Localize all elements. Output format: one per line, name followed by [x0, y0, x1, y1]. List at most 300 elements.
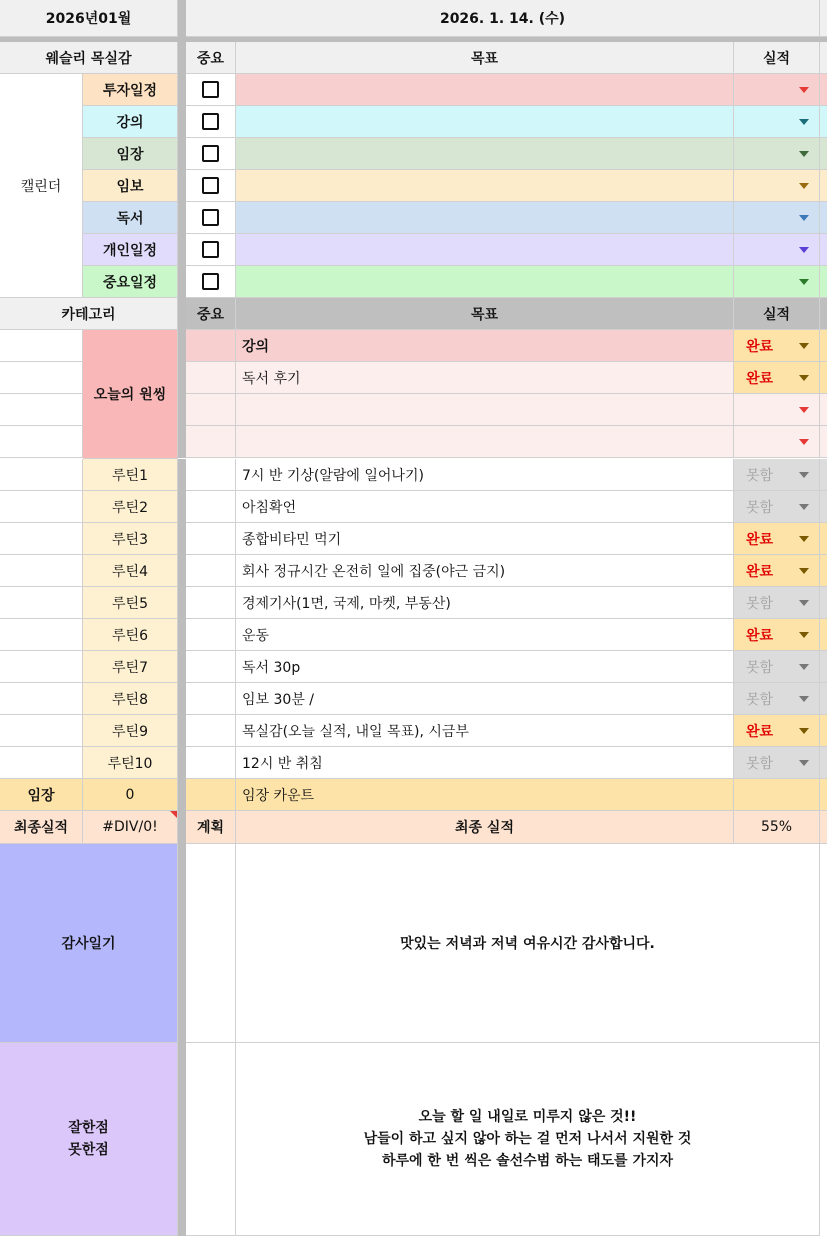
result-value: 못함 — [746, 755, 774, 772]
result-dropdown[interactable] — [734, 747, 820, 779]
dropdown-content — [734, 426, 819, 457]
routine-spacer — [0, 587, 83, 619]
goal-cell[interactable] — [236, 330, 734, 362]
calendar-header-row — [0, 42, 827, 74]
final-value: #DIV/0! — [102, 819, 158, 835]
edge-cell — [820, 330, 827, 362]
dropdown-content — [734, 523, 819, 554]
goal-text: 회사 정규시간 온전히 일에 집중(야근 금지) — [242, 563, 506, 580]
goal-cell[interactable] — [236, 394, 734, 426]
gratitude-importance-cell[interactable] — [186, 844, 236, 1043]
result-value: 못함 — [746, 659, 774, 676]
goal-cell[interactable] — [236, 170, 734, 202]
final-label: 최종실적 — [13, 820, 69, 836]
dropdown-arrow-icon[interactable] — [799, 215, 809, 221]
checkbox[interactable] — [202, 241, 219, 258]
calendar-category-cell[interactable] — [83, 138, 178, 170]
routine-label-cell[interactable] — [83, 747, 178, 779]
imjang-goal-cell[interactable] — [236, 779, 734, 811]
edge-cell — [820, 555, 827, 587]
dropdown-arrow-icon[interactable] — [799, 600, 809, 606]
result-value: 완료 — [746, 338, 774, 355]
dropdown-content — [734, 330, 819, 361]
routine-spacer — [0, 459, 83, 491]
column-separator — [178, 459, 186, 491]
dropdown-content — [734, 683, 819, 714]
goal-cell[interactable] — [236, 106, 734, 138]
dropdown-content — [734, 394, 819, 425]
dropdown-arrow-icon[interactable] — [799, 664, 809, 670]
one-thing-label: 오늘의 원씽 — [93, 387, 167, 403]
month-label: 2026년01월 — [45, 11, 132, 27]
importance-cell[interactable] — [186, 266, 236, 298]
dropdown-content — [734, 362, 819, 393]
column-separator — [178, 779, 186, 811]
result-dropdown[interactable] — [734, 74, 820, 106]
goal-cell[interactable] — [236, 651, 734, 683]
goal-text: 독서 후기 — [242, 370, 301, 387]
importance-cell[interactable] — [186, 587, 236, 619]
routine-label: 루틴5 — [112, 595, 148, 612]
result-header-2-label: 실적 — [762, 306, 791, 323]
routine-label: 루틴9 — [112, 723, 148, 740]
goal-cell[interactable] — [236, 459, 734, 491]
edge-cell — [820, 651, 827, 683]
column-separator — [178, 74, 186, 106]
column-separator — [178, 234, 186, 266]
dropdown-arrow-icon[interactable] — [799, 279, 809, 285]
goal-cell[interactable] — [236, 523, 734, 555]
edge-cell — [820, 202, 827, 234]
calendar-group-label: 캘린더 — [20, 178, 62, 195]
calendar-category-label: 임장 — [116, 146, 144, 163]
checkbox[interactable] — [202, 81, 219, 98]
calendar-title: 웨슬리 목실감 — [45, 50, 132, 67]
goal-header-2-label: 목표 — [470, 306, 499, 323]
result-dropdown[interactable] — [734, 394, 820, 426]
review-label-bad: 못한점 — [68, 1142, 109, 1158]
goal-header[interactable] — [236, 42, 734, 74]
column-separator — [178, 426, 186, 458]
calendar-row — [0, 202, 827, 234]
dropdown-arrow-icon[interactable] — [799, 504, 809, 510]
column-separator — [178, 0, 186, 37]
final-plan: 계획 — [196, 820, 225, 836]
review-importance-cell[interactable] — [186, 1043, 236, 1236]
dropdown-arrow-icon[interactable] — [799, 343, 809, 349]
category-spacer — [0, 362, 83, 394]
importance-cell[interactable] — [186, 651, 236, 683]
column-separator — [178, 202, 186, 234]
calendar-group-cell[interactable] — [0, 74, 83, 298]
routine-row — [0, 587, 827, 619]
edge-cell — [820, 394, 827, 426]
routine-label: 루틴6 — [112, 627, 148, 644]
result-value: 못함 — [746, 595, 774, 612]
dropdown-arrow-icon[interactable] — [799, 407, 809, 413]
importance-cell[interactable] — [186, 683, 236, 715]
column-separator — [178, 42, 186, 74]
goal-cell[interactable] — [236, 426, 734, 458]
checkbox[interactable] — [202, 113, 219, 130]
edge-cell — [820, 747, 827, 779]
calendar-row — [0, 74, 827, 106]
review-label-good: 잘한점 — [68, 1120, 109, 1136]
routine-label-cell[interactable] — [83, 683, 178, 715]
imjang-label: 임장 — [27, 787, 55, 804]
importance-header[interactable] — [186, 42, 236, 74]
column-separator — [178, 394, 186, 426]
category-title: 카테고리 — [61, 306, 116, 323]
calendar-category-label: 임보 — [116, 178, 144, 195]
result-dropdown[interactable] — [734, 619, 820, 651]
edge-cell — [820, 587, 827, 619]
routine-spacer — [0, 555, 83, 587]
result-value: 못함 — [746, 499, 774, 516]
dropdown-arrow-icon[interactable] — [799, 696, 809, 702]
result-dropdown[interactable] — [734, 426, 820, 458]
checkbox[interactable] — [202, 273, 219, 290]
importance-cell[interactable] — [186, 394, 236, 426]
result-dropdown[interactable] — [734, 234, 820, 266]
importance-cell[interactable] — [186, 138, 236, 170]
importance-header-2[interactable] — [186, 298, 236, 330]
final-percent-cell[interactable] — [734, 811, 820, 844]
gratitude-text: 맛있는 저녁과 저녁 여유시간 감사합니다. — [400, 936, 655, 952]
final-value-cell[interactable] — [83, 811, 178, 844]
result-dropdown[interactable] — [734, 106, 820, 138]
result-header[interactable] — [734, 42, 820, 74]
calendar-category-cell[interactable] — [83, 74, 178, 106]
goal-cell[interactable] — [236, 362, 734, 394]
routine-spacer — [0, 715, 83, 747]
one-thing-label-cell[interactable] — [83, 330, 178, 459]
result-dropdown[interactable] — [734, 266, 820, 298]
routine-row — [0, 683, 827, 715]
column-separator — [178, 138, 186, 170]
dropdown-arrow-icon[interactable] — [799, 472, 809, 478]
dropdown-arrow-icon[interactable] — [799, 151, 809, 157]
result-value: 완료 — [746, 531, 774, 548]
dropdown-content — [734, 266, 819, 297]
routine-spacer — [0, 651, 83, 683]
dropdown-content — [734, 747, 819, 778]
importance-cell[interactable] — [186, 491, 236, 523]
dropdown-arrow-icon[interactable] — [799, 375, 809, 381]
dropdown-arrow-icon[interactable] — [799, 439, 809, 445]
importance-cell[interactable] — [186, 555, 236, 587]
final-plan-cell[interactable] — [186, 811, 236, 844]
column-separator — [178, 651, 186, 683]
goal-cell[interactable] — [236, 747, 734, 779]
importance-cell[interactable] — [186, 523, 236, 555]
edge-cell — [820, 491, 827, 523]
edge-cell — [820, 683, 827, 715]
routine-spacer — [0, 619, 83, 651]
result-dropdown[interactable] — [734, 330, 820, 362]
dropdown-content — [734, 234, 819, 265]
calendar-category-label: 투자일정 — [102, 82, 158, 99]
column-separator — [178, 298, 186, 330]
column-separator — [178, 106, 186, 138]
importance-cell[interactable] — [186, 330, 236, 362]
routine-label-cell[interactable] — [83, 555, 178, 587]
routine-label-cell[interactable] — [83, 459, 178, 491]
edge-cell — [820, 74, 827, 106]
imjang-importance-cell[interactable] — [186, 779, 236, 811]
dropdown-content — [734, 74, 819, 105]
goal-text: 임보 30분 / — [242, 691, 315, 708]
routine-spacer — [0, 747, 83, 779]
routine-row — [0, 523, 827, 555]
dropdown-content — [734, 555, 819, 586]
routine-label-cell[interactable] — [83, 715, 178, 747]
result-dropdown[interactable] — [734, 715, 820, 747]
dropdown-content — [734, 170, 819, 201]
dropdown-content — [734, 138, 819, 169]
calendar-category-label: 독서 — [116, 210, 144, 227]
importance-cell[interactable] — [186, 426, 236, 458]
dropdown-arrow-icon[interactable] — [799, 87, 809, 93]
result-dropdown[interactable] — [734, 138, 820, 170]
routine-label: 루틴2 — [112, 499, 148, 516]
column-separator — [178, 715, 186, 747]
dropdown-arrow-icon[interactable] — [799, 568, 809, 574]
goal-cell[interactable] — [236, 555, 734, 587]
category-spacer — [0, 330, 83, 362]
final-percent: 55% — [760, 819, 793, 835]
edge-cell — [820, 106, 827, 138]
category-title-cell[interactable] — [0, 298, 178, 330]
review-line: 오늘 할 일 내일로 미루지 않은 것!! — [418, 1109, 637, 1125]
importance-cell[interactable] — [186, 362, 236, 394]
importance-cell[interactable] — [186, 170, 236, 202]
dropdown-content — [734, 106, 819, 137]
review-label-cell[interactable] — [0, 1043, 178, 1236]
column-separator — [178, 170, 186, 202]
edge-cell — [820, 715, 827, 747]
gratitude-label-cell[interactable] — [0, 844, 178, 1043]
category-spacer — [0, 394, 83, 426]
routine-label-cell[interactable] — [83, 587, 178, 619]
edge-cell — [820, 170, 827, 202]
checkbox[interactable] — [202, 145, 219, 162]
edge-cell — [820, 779, 827, 811]
goal-cell[interactable] — [236, 202, 734, 234]
routine-row — [0, 491, 827, 523]
routine-label: 루틴3 — [112, 531, 148, 548]
review-line: 남들이 하고 싶지 않아 하는 걸 먼저 나서서 지원한 것 — [363, 1131, 692, 1147]
goal-cell[interactable] — [236, 491, 734, 523]
column-separator — [178, 587, 186, 619]
goal-cell[interactable] — [236, 234, 734, 266]
gratitude-label: 감사일기 — [61, 936, 116, 952]
goal-text: 운동 — [242, 627, 270, 644]
importance-cell[interactable] — [186, 619, 236, 651]
calendar-category-cell[interactable] — [83, 106, 178, 138]
result-value: 완료 — [746, 563, 774, 580]
routine-spacer — [0, 491, 83, 523]
routine-row — [0, 747, 827, 779]
goal-cell[interactable] — [236, 266, 734, 298]
importance-cell[interactable] — [186, 715, 236, 747]
date-label: 2026. 1. 14. (수) — [439, 11, 566, 27]
calendar-category-label: 중요일정 — [102, 274, 158, 291]
imjang-row — [0, 779, 827, 811]
imjang-label-cell[interactable] — [0, 779, 83, 811]
result-dropdown[interactable] — [734, 170, 820, 202]
checkbox[interactable] — [202, 177, 219, 194]
column-separator — [178, 491, 186, 523]
dropdown-arrow-icon[interactable] — [799, 536, 809, 542]
column-separator — [178, 523, 186, 555]
final-row — [0, 811, 827, 844]
goal-header-2[interactable] — [236, 298, 734, 330]
importance-cell[interactable] — [186, 74, 236, 106]
dropdown-content — [734, 651, 819, 682]
result-value: 못함 — [746, 691, 774, 708]
title-row — [0, 0, 827, 37]
routine-label: 루틴7 — [112, 659, 148, 676]
routine-label-cell[interactable] — [83, 619, 178, 651]
imjang-goal: 임장 카운트 — [242, 787, 315, 804]
importance-cell[interactable] — [186, 234, 236, 266]
routine-label: 루틴10 — [107, 755, 153, 772]
goal-cell[interactable] — [236, 619, 734, 651]
result-dropdown[interactable] — [734, 587, 820, 619]
calendar-row — [0, 234, 827, 266]
result-value: 완료 — [746, 370, 774, 387]
calendar-category-cell[interactable] — [83, 234, 178, 266]
importance-cell[interactable] — [186, 202, 236, 234]
routine-row — [0, 715, 827, 747]
column-separator — [178, 747, 186, 779]
dropdown-content — [734, 715, 819, 746]
gratitude-text-cell[interactable] — [236, 844, 820, 1043]
result-dropdown[interactable] — [734, 683, 820, 715]
result-dropdown[interactable] — [734, 491, 820, 523]
checkbox[interactable] — [202, 209, 219, 226]
routine-spacer — [0, 683, 83, 715]
final-title: 최종 실적 — [455, 820, 514, 836]
imjang-count: 0 — [125, 786, 135, 803]
importance-cell[interactable] — [186, 106, 236, 138]
importance-header-label: 중요 — [196, 50, 225, 67]
review-line: 하루에 한 번 씩은 솔선수범 하는 태도를 가지자 — [381, 1153, 674, 1169]
goal-cell[interactable] — [236, 138, 734, 170]
column-separator — [178, 683, 186, 715]
routine-label-cell[interactable] — [83, 651, 178, 683]
result-header-label: 실적 — [762, 50, 791, 67]
edge-cell — [820, 426, 827, 458]
routine-label: 루틴1 — [112, 467, 148, 484]
routine-label-cell[interactable] — [83, 491, 178, 523]
dropdown-content — [734, 619, 819, 650]
dropdown-arrow-icon[interactable] — [799, 247, 809, 253]
importance-cell[interactable] — [186, 459, 236, 491]
result-dropdown[interactable] — [734, 202, 820, 234]
review-text-cell[interactable] — [236, 1043, 820, 1236]
imjang-result-cell[interactable] — [734, 779, 820, 811]
edge-cell — [820, 298, 827, 330]
dropdown-content — [734, 459, 819, 490]
date-cell[interactable] — [186, 0, 820, 37]
dropdown-arrow-icon[interactable] — [799, 728, 809, 734]
goal-cell[interactable] — [236, 683, 734, 715]
dropdown-arrow-icon[interactable] — [799, 119, 809, 125]
routine-row — [0, 651, 827, 683]
dropdown-content — [734, 587, 819, 618]
goal-cell[interactable] — [236, 74, 734, 106]
category-spacer — [0, 426, 83, 458]
result-value: 못함 — [746, 467, 774, 484]
goal-text: 경제기사(1면, 국제, 마켓, 부동산) — [242, 595, 451, 612]
goal-text: 목실감(오늘 실적, 내일 목표), 시금부 — [242, 723, 469, 740]
month-cell[interactable] — [0, 0, 178, 37]
edge-cell — [820, 42, 827, 74]
routine-row — [0, 619, 827, 651]
goal-header-label: 목표 — [470, 50, 499, 67]
result-dropdown[interactable] — [734, 362, 820, 394]
column-separator — [178, 555, 186, 587]
result-value: 완료 — [746, 627, 774, 644]
routine-row — [0, 459, 827, 491]
goal-cell[interactable] — [236, 715, 734, 747]
edge-cell — [820, 459, 827, 491]
calendar-category-label: 개인일정 — [102, 242, 158, 259]
routine-label: 루틴4 — [112, 563, 148, 580]
result-value: 완료 — [746, 723, 774, 740]
column-separator — [178, 266, 186, 298]
column-separator — [178, 619, 186, 651]
goal-text: 종합비타민 먹기 — [242, 531, 342, 548]
column-separator — [178, 330, 186, 362]
goal-cell[interactable] — [236, 587, 734, 619]
category-header-row — [0, 298, 827, 330]
calendar-category-cell[interactable] — [83, 170, 178, 202]
final-label-cell[interactable] — [0, 811, 83, 844]
dropdown-content — [734, 491, 819, 522]
calendar-category-cell[interactable] — [83, 266, 178, 298]
calendar-row — [0, 106, 827, 138]
edge-cell — [820, 0, 827, 37]
dropdown-arrow-icon[interactable] — [799, 760, 809, 766]
edge-cell — [820, 234, 827, 266]
dropdown-arrow-icon[interactable] — [799, 632, 809, 638]
error-flag-icon — [170, 811, 177, 818]
calendar-category-cell[interactable] — [83, 202, 178, 234]
result-dropdown[interactable] — [734, 523, 820, 555]
result-dropdown[interactable] — [734, 459, 820, 491]
dropdown-arrow-icon[interactable] — [799, 183, 809, 189]
result-dropdown[interactable] — [734, 555, 820, 587]
calendar-category-label: 강의 — [116, 114, 144, 131]
routine-label-cell[interactable] — [83, 523, 178, 555]
final-title-cell[interactable] — [236, 811, 734, 844]
column-separator — [178, 844, 186, 1236]
routine-row — [0, 555, 827, 587]
goal-text: 독서 30p — [242, 659, 301, 676]
calendar-title-cell[interactable] — [0, 42, 178, 74]
goal-text: 7시 반 기상(알람에 일어나기) — [242, 467, 424, 484]
result-header-2[interactable] — [734, 298, 820, 330]
result-dropdown[interactable] — [734, 651, 820, 683]
importance-cell[interactable] — [186, 747, 236, 779]
importance-header-2-label: 중요 — [196, 306, 225, 323]
dropdown-content — [734, 202, 819, 233]
edge-cell — [820, 138, 827, 170]
imjang-count-cell[interactable] — [83, 779, 178, 811]
